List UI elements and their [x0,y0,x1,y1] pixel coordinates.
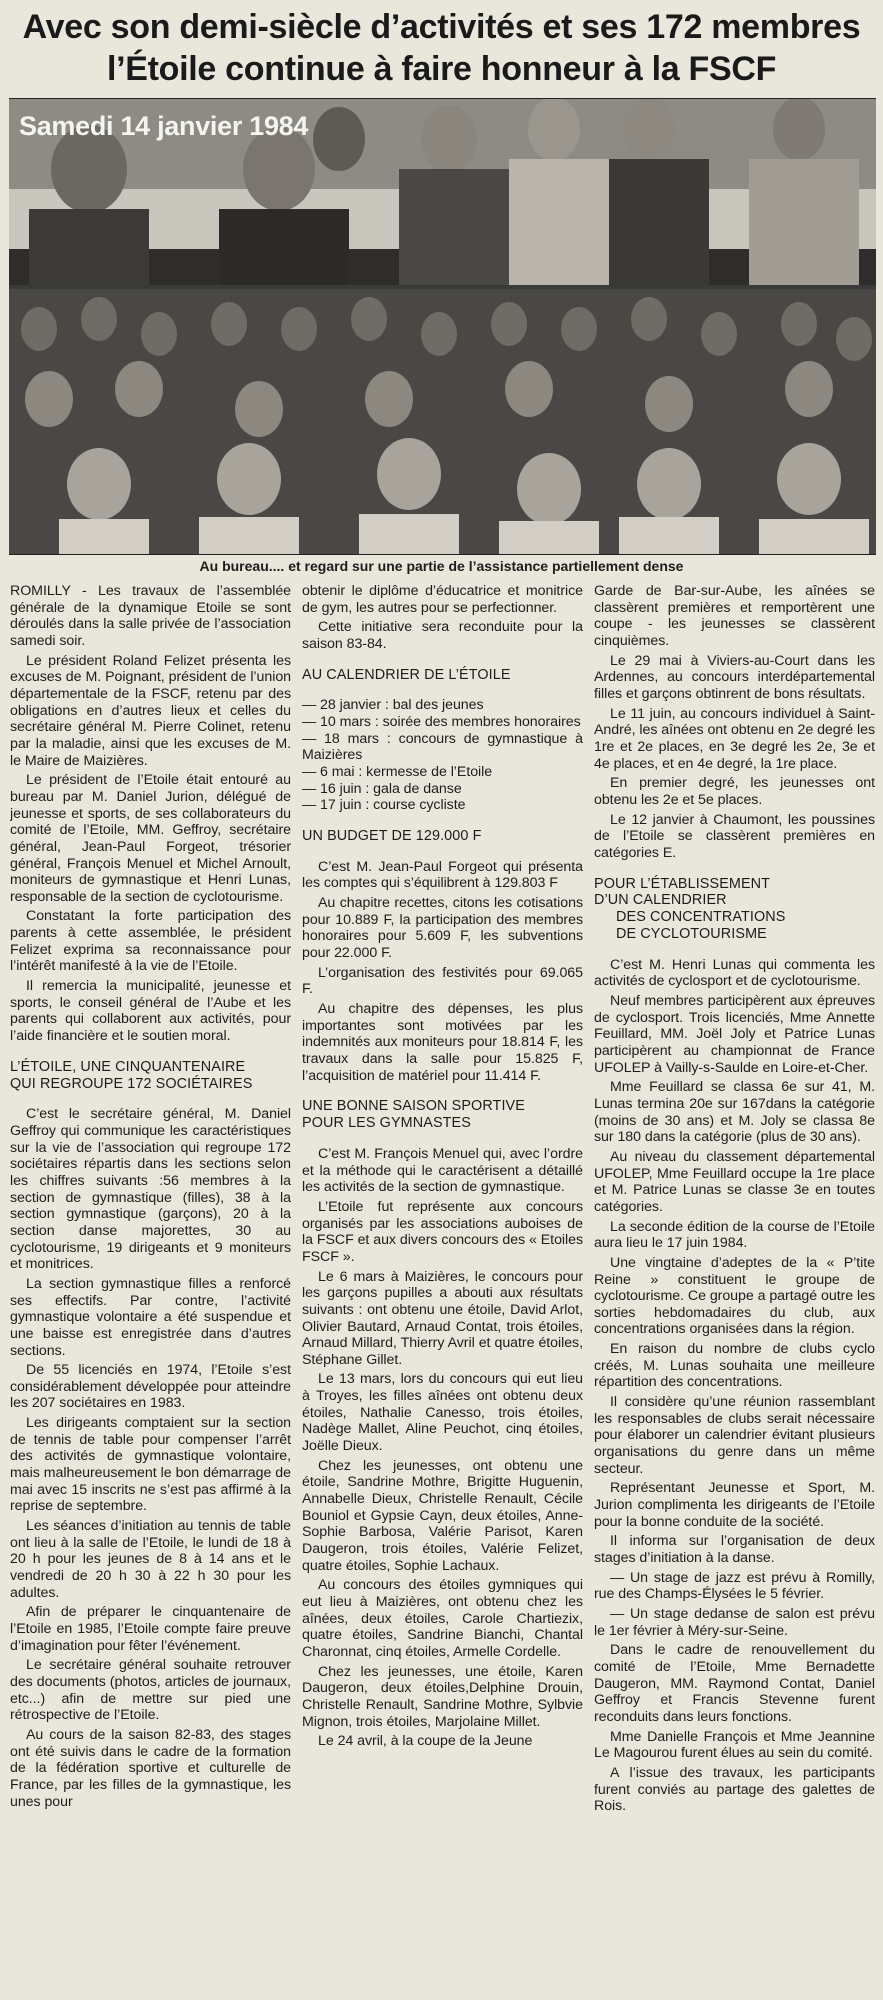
headline-line-2: l’Étoile continue à faire honneur à la FSCF [106,50,777,88]
paragraph: Au chapitre des dépenses, les plus importantes sont motivées par les indemnités aux moniteurs pour 18.814 F, les travaux dans la salle pour 15.825 F, l’acquisition de matériel pour 11.414 F. [302,1001,583,1084]
paragraph: obtenir le diplôme d’éducatrice et monitrice de gym, les autres pour se perfectionner. [302,583,583,616]
paragraph: Au chapitre recettes, citons les cotisations pour 10.889 F, la participation des membres honoraires pour 5.609 F, les subventions pour 22.000 F. [302,895,583,962]
paragraph: La section gymnastique filles a renforcé ses effectifs. Par contre, l’activité gymnastique volontaire a été suspendue et une baisse est enregistrée dans d’autres sections. [10,1275,291,1359]
paragraph: A l’issue des travaux, les participants furent conviés au partage des galettes de Rois. [594,1764,875,1815]
paragraph: Afin de préparer le cinquantenaire de l’Etoile en 1985, l’Etoile compte faire preuve d’imagination pour fêter l’événement. [10,1604,291,1654]
paragraph: Le 11 juin, au concours individuel à Saint-André, les aînées ont obtenu en 2e degré les 1re et 2e places, en 3e degré les 2e, 3e et 4e places, et en 4e degré, la 1re place. [594,705,875,772]
paragraph: Le 13 mars, lors du concours qui eut lieu à Troyes, les filles aînées ont obtenu deux étoiles, Nathalie Canesso, trois étoiles, Nadège Mallet, Aline Peuchot, cinq étoiles, Joëlle Dieux. [302,1371,583,1455]
paragraph: Au concours des étoiles gymniques qui eut lieu à Maizières, ont obtenu chez les aînées, deux étoiles, Carole Chartiezix, quatre étoiles, Sandrine Bianchi, Chantal Charonnat, cinq étoiles, Armelle Cordelle. [302,1577,583,1660]
paragraph: En raison du nombre de clubs cyclo créés, M. Lunas souhaita une meilleure répartition des concentrations. [594,1341,875,1391]
section-heading-line: QUI REGROUPE 172 SOCIÉTAIRES [10,1075,253,1092]
paragraph: Le 12 janvier à Chaumont, les poussines de l’Etoile se classèrent premières en catégories E. [594,811,875,861]
paragraph: Neuf membres participèrent aux épreuves de cyclosport. Trois licenciés, Mme Annette Feuillard, MM. Joël Joly et Patrice Lunas participèrent au championnat de France UFOLEP à Vailly-s-Saulde en Loire-et-Cher. [594,993,875,1076]
section-heading-line: DE CYCLOTOURISME [616,925,767,942]
section-heading: AU CALENDRIER DE L’ÉTOILE [302,666,511,683]
paragraph: Le président Roland Felizet présenta les excuses de M. Poignant, président de l’union départementale de la FSCF, retenu par des obligations en d’autres lieux et celles du secrétaire général M. Pierre Colinet, retenu par la maladie, ainsi que les excuses de M. le Maire de Maizières. [10,652,291,769]
paragraph: ROMILLY - Les travaux de l’assemblée générale de la dynamique Etoile se sont déroulés dans la salle privée de l’association samedi soir. [10,583,291,649]
section-heading: UN BUDGET DE 129.000 F [302,828,482,845]
section-heading [594,876,875,943]
paragraph: Le secrétaire général souhaite retrouver des documents (photos, articles de journaux, etc...) afin de mettre sur pied une rétrospective de l’Etoile. [10,1657,291,1724]
paragraph: Cette initiative sera reconduite pour la saison 83-84. [302,619,583,652]
photo-panel-audience [9,289,876,554]
paragraph: Représentant Jeunesse et Sport, M. Jurion complimenta les dirigeants de l’Etoile pour la bonne conduite de la société. [594,1480,875,1530]
calendar-item: — 6 mai : kermesse de l’Etoile [302,764,493,781]
paragraph: Les dirigeants comptaient sur la section de tennis de table pour compenser l’arrêt des activités de gymnastique volontaire, mais malheureusement le bon démarrage de mai avec 15 inscrits ne s’est pas affirmé à la reprise de septembre. [10,1415,291,1515]
section-heading [302,1098,583,1132]
news-photo [9,98,876,555]
section-heading-line: L’ÉTOILE, UNE CINQUANTENAIRE [10,1058,246,1075]
paragraph: De 55 licenciés en 1974, l’Etoile s’est considérablement développée pour atteindre les 207 sociétaires en 1983. [10,1362,291,1412]
calendar-list [302,697,583,814]
section-heading-line: POUR LES GYMNASTES [302,1115,471,1132]
paragraph: Une vingtaine d’adeptes de la « P’tite Reine » constituent le groupe de cyclotourisme. Ce groupe a partagé outre les sorties hebdomadaires du club, aux concentrations organisées dans la région. [594,1254,875,1338]
paragraph: Il considère qu’une réunion rassemblant les responsables de clubs serait nécessaire pour élaborer un calendrier évitant plusieurs organisations du genre dans un même secteur. [594,1394,875,1477]
paragraph: — Un stage de jazz est prévu à Romilly, rue des Champs-Élysées le 5 février. [594,1569,875,1603]
calendar-item: — 10 mars : soirée des membres honoraires [302,714,581,731]
paragraph: Chez les jeunesses, ont obtenu une étoile, Sandrine Mothre, Brigitte Huguenin, Annabelle Dieux, Christelle Renault, Cécile Bouniol et Gypsie Cayn, deux étoiles, Anne-Sophie Barbosa, Valérie Parisot, Karen Daugeron, trois étoiles, Valérie Felizet, quatre étoiles, Sophie Lachaux. [302,1457,583,1574]
paragraph: — Un stage dedanse de salon est prévu le 1er février à Méry-sur-Seine. [594,1605,875,1639]
paragraph: Le président de l’Etoile était entouré au bureau par M. Daniel Jurion, délégué de jeunesse et sports, de ses collaborateurs du comité de l’Etoile, MM. Geffroy, secrétaire général, Jean-Paul Forgeot, trésorier général, François Menuel et Michel Arnoult, moniteurs de gymnastique et Henri Lunas, responsable de la section de cyclotourisme. [10,772,291,905]
paragraph: C’est M. Henri Lunas qui commenta les activités de cyclosport et de cyclotourisme. [594,956,875,990]
paragraph: Dans le cadre de renouvellement du comité de l’Etoile, Mme Bernadette Daugeron, MM. Raymond Contat, Daniel Geffroy et Francis Stevenne furent reconduits dans leurs fonctions. [594,1642,875,1725]
paragraph: La seconde édition de la course de l’Etoile aura lieu le 17 juin 1984. [594,1218,875,1252]
paragraph: L’organisation des festivités pour 69.065 F. [302,964,583,998]
paragraph: Au cours de la saison 82-83, des stages ont été suivis dans le cadre de la formation de la fédération sportive et culturelle de France, par les filles de la gymnastique, les unes pour [10,1726,291,1810]
calendar-item: — 16 juin : gala de danse [302,780,462,797]
paragraph: Les séances d’initiation au tennis de table ont lieu à la salle de l’Etoile, le lundi de 18 à 20 h pour les jeunes de 8 à 14 ans et le vendredi de 20 h 30 à 22 h 30 pour les adultes. [10,1518,291,1601]
calendar-item: — 18 mars : concours de gymnastique à Maizières [302,730,583,764]
paragraph: Le 24 avril, à la coupe de la Jeune [318,1733,533,1750]
paragraph: Garde de Bar-sur-Aube, les aînées se classèrent premières et remportèrent une coupe - les jeunesses se classèrent cinquièmes. [594,583,875,649]
paragraph: En premier degré, les jeunesses ont obtenu les 2e et 5e places. [594,775,875,808]
section-heading-line: UNE BONNE SAISON SPORTIVE [302,1098,525,1115]
section-heading-line: POUR L’ÉTABLISSEMENT [594,875,771,892]
paragraph: Le 29 mai à Viviers-au-Court dans les Ardennes, au concours interdépartemental filles et garçons obtinrent de bons résultats. [594,652,875,702]
paragraph: Il remercia la municipalité, jeunesse et sports, le conseil général de l’Aube et les parents qui collaborent aux activités, pour l’aide financière et le soutien moral. [10,978,291,1045]
article-column-1 [10,583,291,1993]
section-heading [10,1059,291,1093]
section-heading-line: D’UN CALENDRIER [594,892,727,909]
article-columns [10,583,875,1993]
headline [0,6,883,90]
photo-caption: Au bureau.... et regard sur une partie de l’assistance partiellement dense [199,558,684,574]
headline-line-1: Avec son demi-siècle d’activités et ses 172 membres [22,8,861,46]
paragraph: C’est M. François Menuel qui, avec l’ordre et la méthode qui le caractérisent a détaillé les activités de la section de gymnastique. [302,1145,583,1196]
calendar-item: — 28 janvier : bal des jeunes [302,697,484,714]
paragraph: Au niveau du classement départemental UFOLEP, Mme Feuillard occupe la 1re place et M. Patrice Lunas se classe 3e en toutes catégories. [594,1148,875,1215]
paragraph: C’est le secrétaire général, M. Daniel Geffroy qui communique les caractéristiques sur la vie de l’association qui regroupe 172 sociétaires répartis dans les sections selon les chiffres suivants :56 membres à la section de gymnastique (filles), 38 à la section gymnastique (garçons), 20 à la section danse majorettes, 30 au cyclotourisme, 19 dirigeants et 9 moniteurs et monitrices. [10,1106,291,1273]
article-column-2 [302,583,583,1993]
photo-date-overlay: Samedi 14 janvier 1984 [19,111,309,141]
paragraph: C’est M. Jean-Paul Forgeot qui présenta les comptes qui s’équilibrent à 129.803 F [302,858,583,892]
paragraph: Mme Danielle François et Mme Jeannine Le Magourou furent élues au sein du comité. [594,1728,875,1762]
article-column-3 [594,583,875,1993]
paragraph: L’Etoile fut représente aux concours organisés par les associations auboises de la FSCF et aux divers concours des « Etoiles FSCF ». [302,1198,583,1265]
calendar-item: — 17 juin : course cycliste [302,797,466,814]
paragraph: Mme Feuillard se classa 6e sur 41, M. Lunas termina 20e sur 167dans la catégorie (moins de 30 ans) et M. Joly se classa 8e sur 180 dans la catégorie (plus de 30 ans). [594,1079,875,1146]
paragraph: Il informa sur l’organisation de deux stages d’initiation à la danse. [594,1533,875,1566]
paragraph: Constatant la forte participation des parents à cette assemblée, le président Felizet exprima sa reconnaissance pour l’intérêt manifesté à la vie de l’Etoile. [10,908,291,975]
paragraph: Le 6 mars à Maizières, le concours pour les garçons pupilles a abouti aux résultats suivants : ont obtenu une étoile, David Arlot, Olivier Bautard, Arnaud Contat, trois étoiles, Arnaud Millard, Thierry Avril et quatre étoiles, Stéphane Gillet. [302,1268,583,1368]
paragraph: Chez les jeunesses, une étoile, Karen Daugeron, deux étoiles,Delphine Drouin, Christelle Renault, Sandrine Mothre, Sylbvie Mignon, trois étoiles, Marjolaine Millet. [302,1663,583,1730]
section-heading-line: DES CONCENTRATIONS [616,909,786,926]
